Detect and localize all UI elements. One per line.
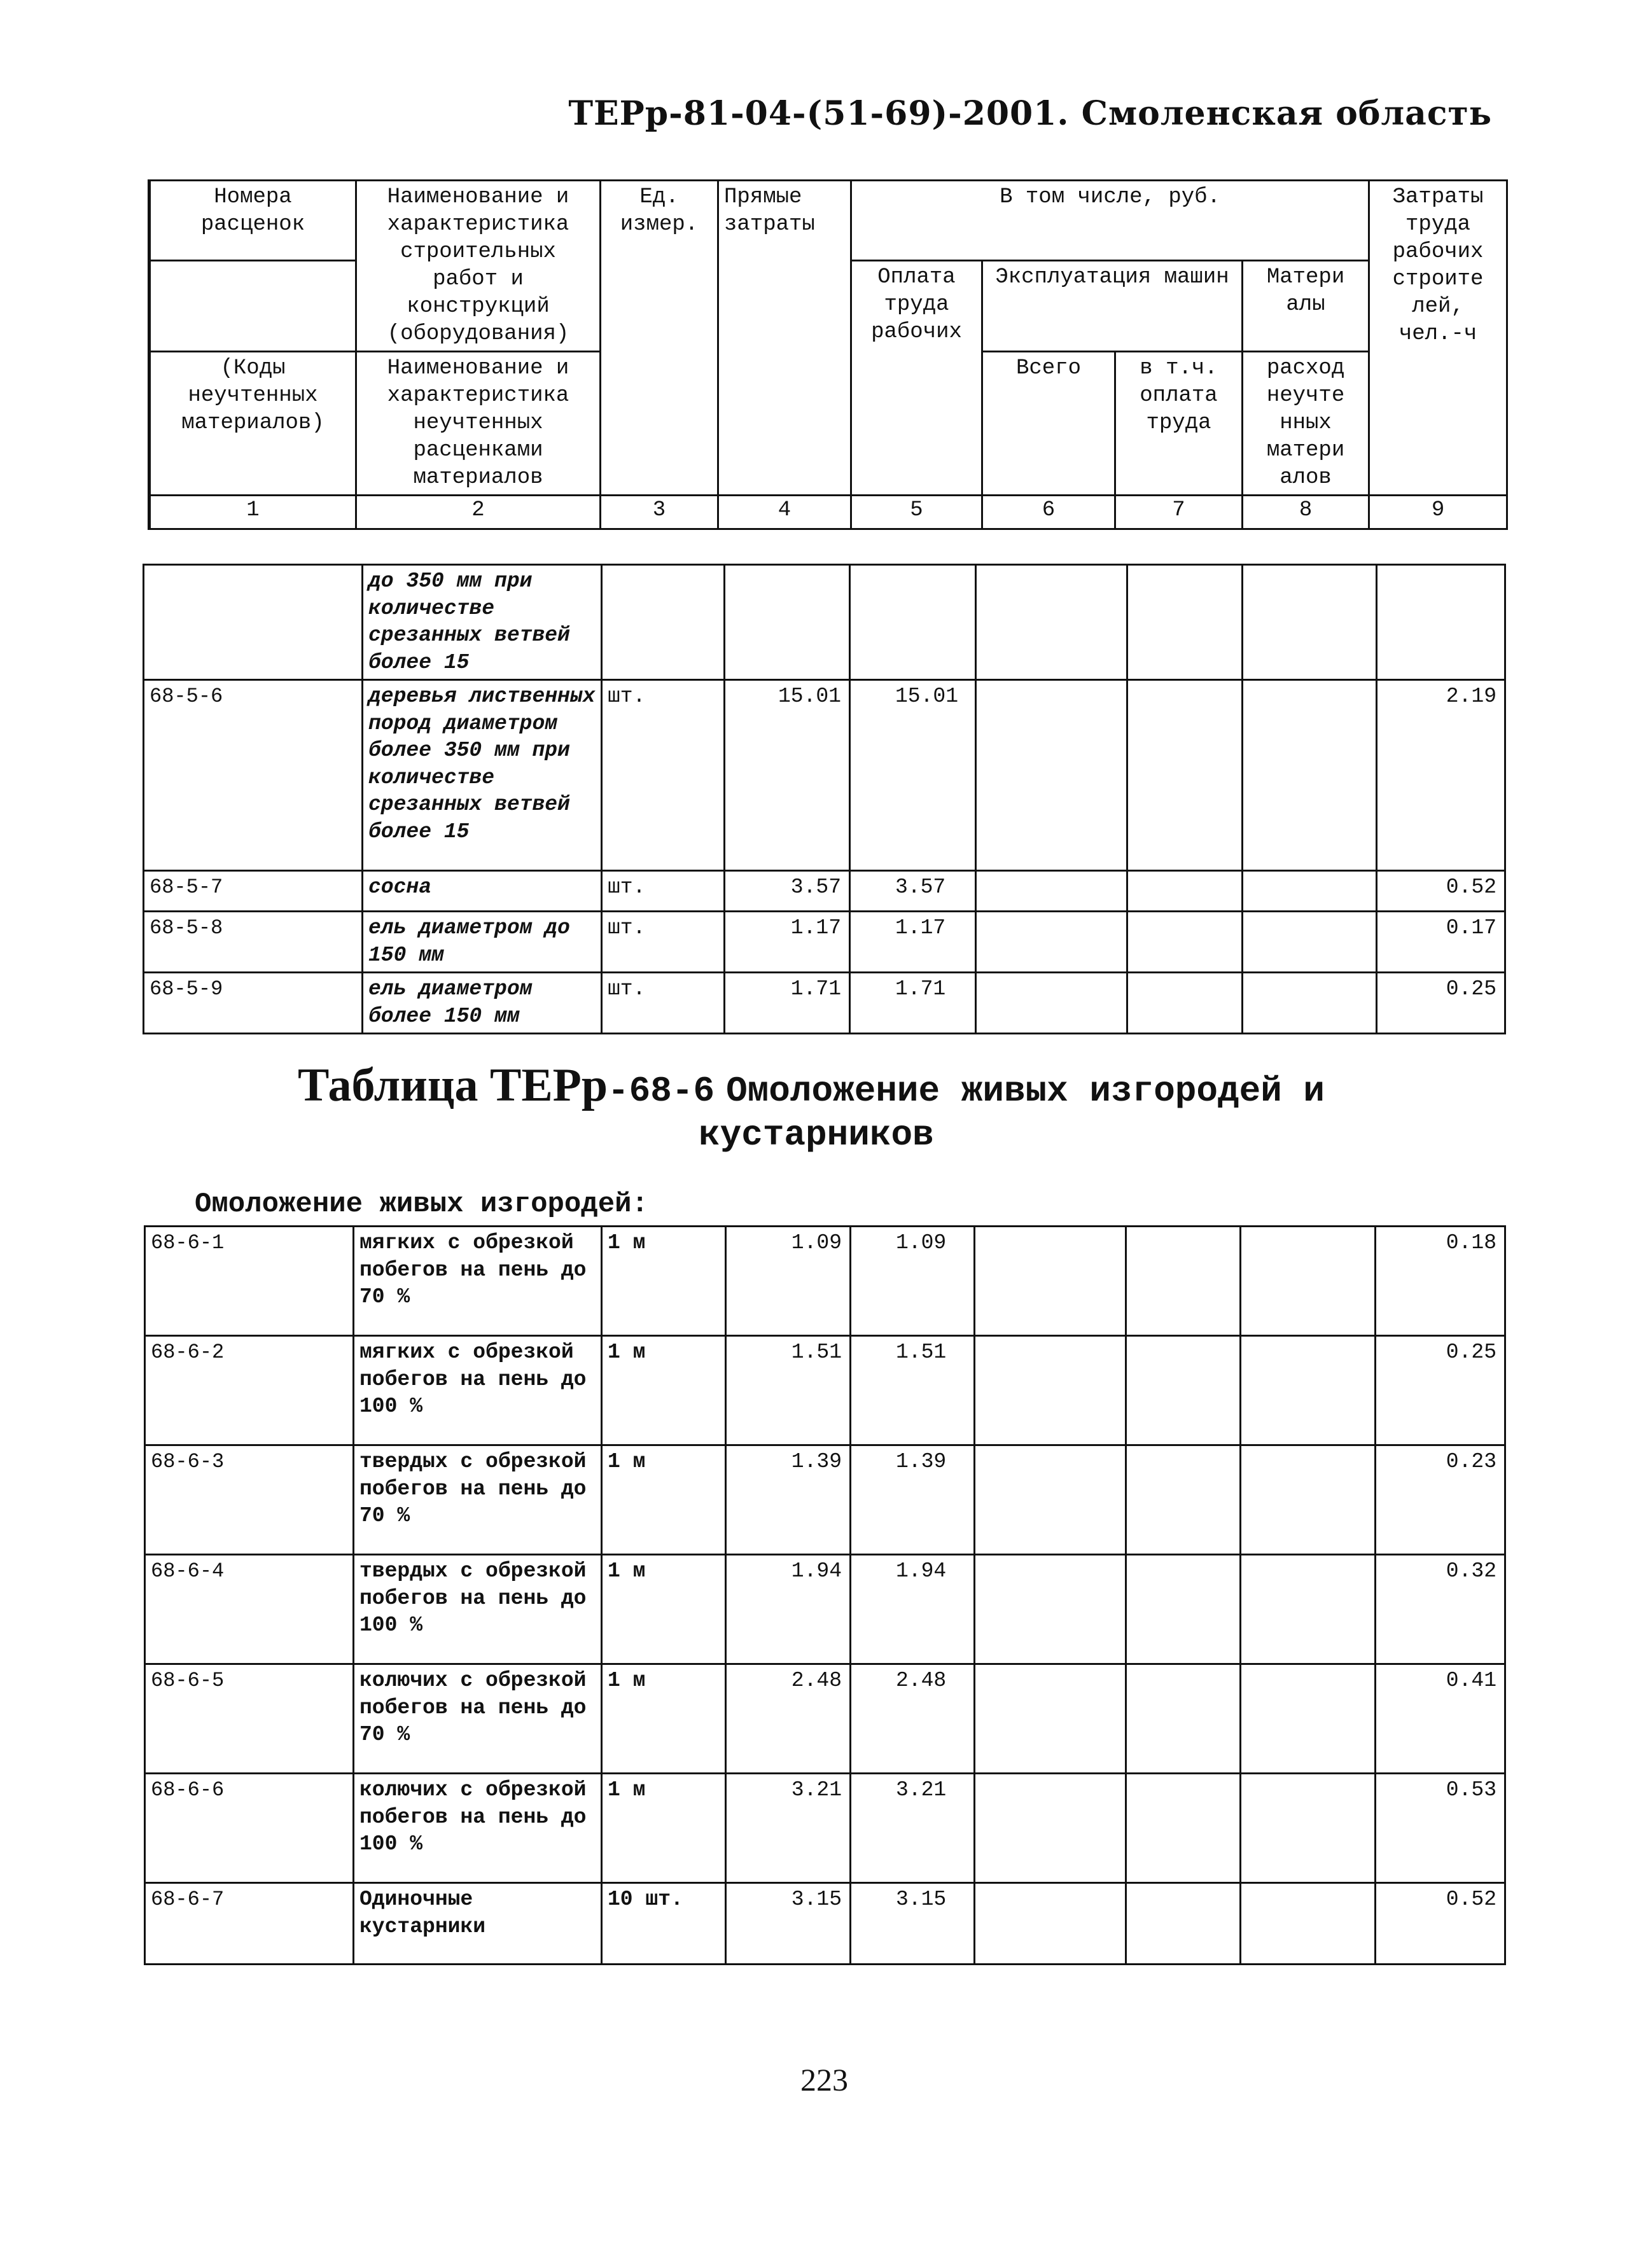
table-row: до 350 мм при количестве срезанных ветвей более 15 [144, 565, 1505, 680]
header-labor-costs: Затраты труда рабочих строите лей, чел.-ч [1369, 181, 1507, 496]
header-unit: Ед. измер. [601, 181, 718, 496]
section-label: Таблица ТЕРр [298, 1059, 608, 1111]
header-number: 6 [982, 496, 1115, 529]
header-machines-total: Всего [982, 352, 1115, 496]
header-codes: Номера расценок [150, 181, 356, 261]
table-row: 68-6-2 мягких с обрезкой побегов на пень до 100 % 1 м 1.51 1.51 0.25 [145, 1336, 1505, 1445]
header-number: 7 [1115, 496, 1243, 529]
header-number: 4 [718, 496, 851, 529]
header-number: 2 [356, 496, 601, 529]
document-title: ТЕРр-81-04-(51-69)-2001. Смоленская область [568, 94, 1492, 133]
header-number: 8 [1243, 496, 1369, 529]
section-title [298, 1059, 1325, 1113]
header-name: Наименование и характеристика строительных работ и конструкций (оборудования) [356, 181, 601, 352]
header-number: 5 [851, 496, 982, 529]
section-subtitle: Омоложение живых изгородей: [195, 1188, 648, 1220]
table-row: 68-6-3 твердых с обрезкой побегов на пень до 70 % 1 м 1.39 1.39 0.23 [145, 1445, 1505, 1555]
header-wages: Оплата труда рабочих [851, 261, 982, 496]
section-title-line1: Омоложение живых изгородей и [726, 1071, 1325, 1111]
header-material-codes: (Коды неучтенных материалов) [150, 352, 356, 496]
table-row: 68-6-5 колючих с обрезкой побегов на пень до 70 % 1 м 2.48 2.48 0.41 [145, 1664, 1505, 1774]
section-code: -68-6 [608, 1071, 715, 1111]
table-row: 68-6-7 Одиночные кустарники 10 шт. 3.15 3.15 0.52 [145, 1883, 1505, 1965]
table-row: 68-5-8 ель диаметром до 150 мм шт. 1.17 1.17 0.17 [144, 912, 1505, 973]
header-number: 1 [150, 496, 356, 529]
header-number: 9 [1369, 496, 1507, 529]
table-row: 68-5-9 ель диаметром более 150 мм шт. 1.71 1.71 0.25 [144, 973, 1505, 1034]
header-materials: Матери алы [1243, 261, 1369, 352]
table-row: 68-5-6 деревья лиственных пород диаметром более 350 мм при количестве срезанных ветвей более 15 шт. 15.01 15.01 2.19 [144, 680, 1505, 871]
header-materials-unaccounted: расход неучте нных матери алов [1243, 352, 1369, 496]
header-machines: Эксплуатация машин [982, 261, 1243, 352]
section-title-line2: кустарников [699, 1115, 934, 1155]
table-row: 68-6-6 колючих с обрезкой побегов на пень до 100 % 1 м 3.21 3.21 0.53 [145, 1774, 1505, 1883]
table-row: 68-6-4 твердых с обрезкой побегов на пень до 100 % 1 м 1.94 1.94 0.32 [145, 1555, 1505, 1664]
rates-table-68-6 [144, 1225, 1506, 1965]
page-number: 223 [800, 2062, 848, 2098]
header-number: 3 [601, 496, 718, 529]
column-header-table [148, 179, 1508, 530]
table-row: 68-6-1 мягких с обрезкой побегов на пень до 70 % 1 м 1.09 1.09 0.18 [145, 1227, 1505, 1336]
header-including: В том числе, руб. [851, 181, 1369, 261]
header-direct-costs: Прямые затраты [718, 181, 851, 496]
table-row: 68-5-7 сосна шт. 3.57 3.57 0.52 [144, 871, 1505, 912]
rates-table-68-5 [143, 564, 1506, 1034]
header-machines-wages: в т.ч. оплата труда [1115, 352, 1243, 496]
header-unaccounted-materials: Наименование и характеристика неучтенных расценками материалов [356, 352, 601, 496]
